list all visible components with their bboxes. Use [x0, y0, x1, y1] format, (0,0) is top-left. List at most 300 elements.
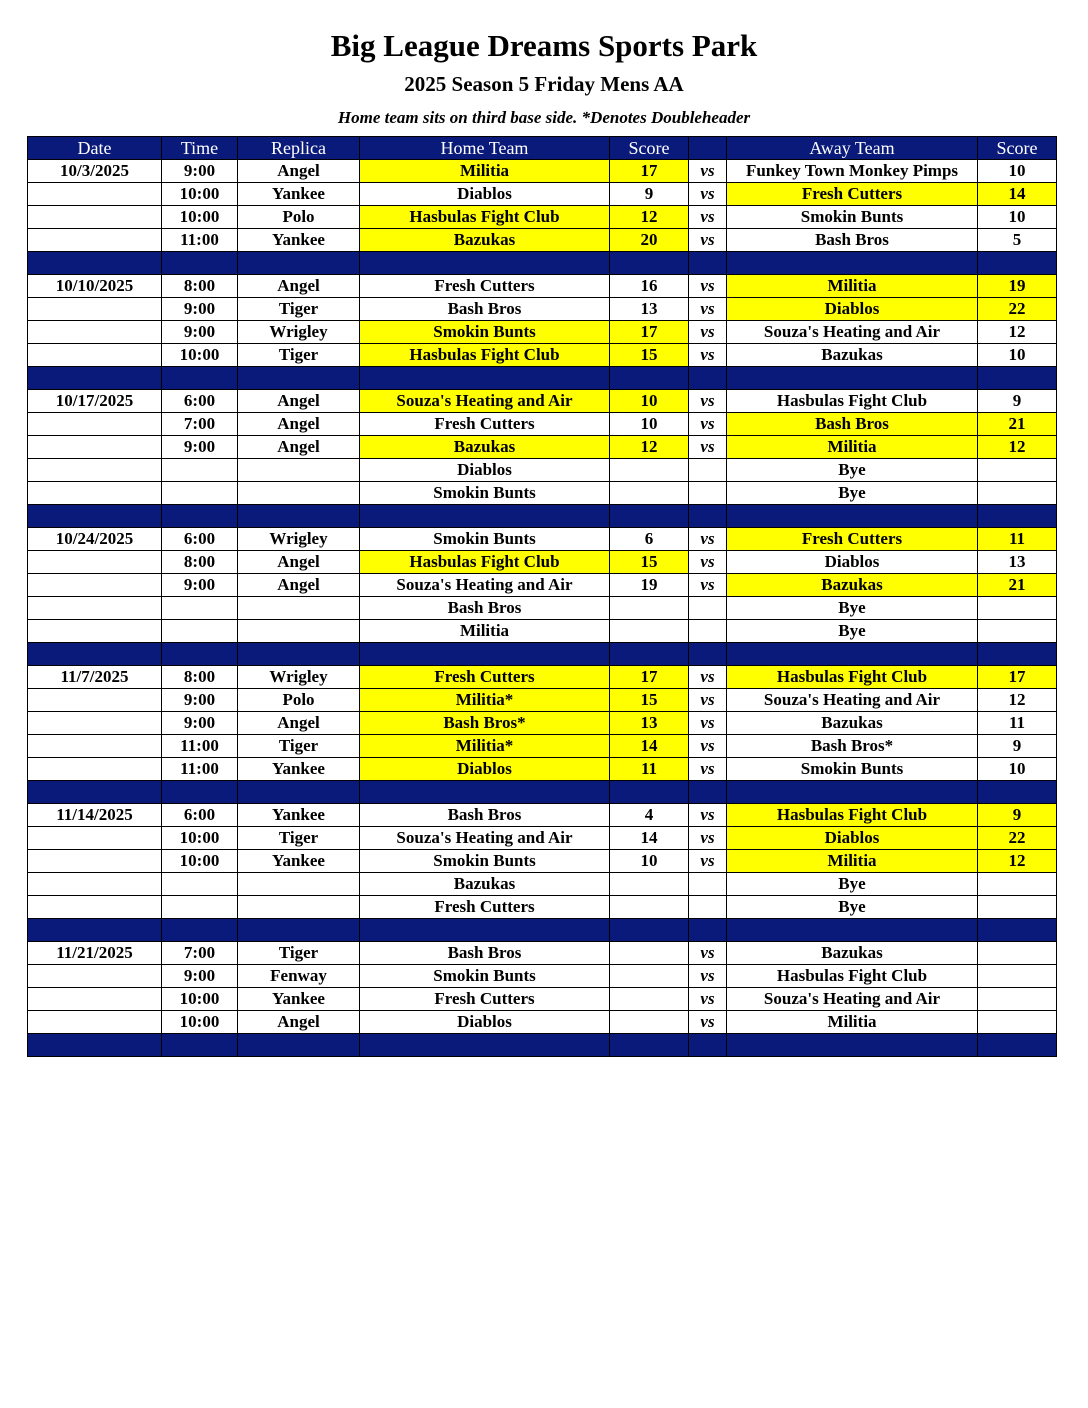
table-row — [28, 873, 1057, 896]
cell-away-score — [978, 988, 1057, 1011]
cell-away-team: Hasbulas Fight Club — [727, 666, 978, 689]
cell-time: 7:00 — [162, 413, 238, 436]
cell-home-team: Smokin Bunts — [360, 321, 610, 344]
cell-home-score: 11 — [610, 758, 689, 781]
cell-away-score — [978, 896, 1057, 919]
cell-date — [28, 597, 162, 620]
cell-replica: Wrigley — [238, 528, 360, 551]
page-title: Big League Dreams Sports Park — [330, 28, 758, 63]
week-separator-row — [28, 367, 1057, 390]
cell-home-team: Bazukas — [360, 873, 610, 896]
separator-cell — [238, 781, 360, 804]
table-row — [28, 965, 1057, 988]
cell-vs: vs — [689, 942, 727, 965]
cell-away-score — [978, 873, 1057, 896]
cell-home-team: Souza's Heating and Air — [360, 390, 610, 413]
table-row — [28, 850, 1057, 873]
cell-away-team: Hasbulas Fight Club — [727, 390, 978, 413]
cell-away-score: 10 — [978, 758, 1057, 781]
cell-time: 10:00 — [162, 344, 238, 367]
cell-replica — [238, 896, 360, 919]
cell-date — [28, 873, 162, 896]
cell-home-score — [610, 459, 689, 482]
cell-replica — [238, 873, 360, 896]
cell-replica: Angel — [238, 1011, 360, 1034]
cell-time: 6:00 — [162, 528, 238, 551]
table-row — [28, 321, 1057, 344]
cell-time — [162, 620, 238, 643]
cell-away-team: Bash Bros* — [727, 735, 978, 758]
separator-cell — [360, 505, 610, 528]
separator-cell — [689, 505, 727, 528]
cell-home-team: Militia — [360, 160, 610, 183]
cell-vs: vs — [689, 275, 727, 298]
cell-date — [28, 896, 162, 919]
separator-cell — [162, 1034, 238, 1057]
cell-away-score: 9 — [978, 735, 1057, 758]
cell-time: 10:00 — [162, 827, 238, 850]
cell-date — [28, 413, 162, 436]
cell-home-team: Smokin Bunts — [360, 850, 610, 873]
week-separator-row — [28, 919, 1057, 942]
cell-date: 11/21/2025 — [28, 942, 162, 965]
cell-date — [28, 344, 162, 367]
cell-date — [28, 206, 162, 229]
cell-home-team: Fresh Cutters — [360, 896, 610, 919]
separator-cell — [162, 919, 238, 942]
cell-home-score: 12 — [610, 436, 689, 459]
separator-cell — [610, 643, 689, 666]
cell-time: 9:00 — [162, 574, 238, 597]
cell-replica: Tiger — [238, 298, 360, 321]
separator-cell — [360, 643, 610, 666]
col-header-replica: Replica — [238, 137, 360, 160]
cell-date — [28, 321, 162, 344]
cell-home-team: Diablos — [360, 183, 610, 206]
cell-home-team: Smokin Bunts — [360, 528, 610, 551]
table-row — [28, 666, 1057, 689]
cell-home-score: 12 — [610, 206, 689, 229]
cell-vs: vs — [689, 160, 727, 183]
cell-time: 9:00 — [162, 321, 238, 344]
cell-vs: vs — [689, 850, 727, 873]
cell-time: 8:00 — [162, 551, 238, 574]
cell-home-team: Bazukas — [360, 229, 610, 252]
col-header-away-team: Away Team — [727, 137, 978, 160]
schedule-note: Home team sits on third base side. *Denotes Doubleheader — [337, 108, 751, 127]
cell-date — [28, 988, 162, 1011]
cell-time: 9:00 — [162, 298, 238, 321]
cell-away-team: Hasbulas Fight Club — [727, 965, 978, 988]
table-row — [28, 183, 1057, 206]
cell-home-score — [610, 482, 689, 505]
cell-replica: Angel — [238, 275, 360, 298]
cell-home-team: Bash Bros — [360, 597, 610, 620]
cell-vs: vs — [689, 413, 727, 436]
cell-home-team: Diablos — [360, 758, 610, 781]
table-row — [28, 275, 1057, 298]
cell-vs: vs — [689, 574, 727, 597]
cell-home-score: 10 — [610, 390, 689, 413]
page-subtitle: 2025 Season 5 Friday Mens AA — [404, 72, 684, 96]
cell-home-team: Hasbulas Fight Club — [360, 551, 610, 574]
cell-replica: Tiger — [238, 344, 360, 367]
separator-cell — [978, 252, 1057, 275]
cell-vs — [689, 620, 727, 643]
separator-cell — [238, 919, 360, 942]
cell-away-team: Diablos — [727, 827, 978, 850]
week-separator-row — [28, 781, 1057, 804]
separator-cell — [978, 367, 1057, 390]
cell-replica: Tiger — [238, 735, 360, 758]
cell-replica: Polo — [238, 206, 360, 229]
cell-home-team: Hasbulas Fight Club — [360, 344, 610, 367]
cell-home-score: 17 — [610, 321, 689, 344]
separator-cell — [727, 367, 978, 390]
cell-vs: vs — [689, 321, 727, 344]
separator-cell — [162, 367, 238, 390]
cell-vs — [689, 896, 727, 919]
separator-cell — [978, 643, 1057, 666]
table-row — [28, 413, 1057, 436]
cell-time: 10:00 — [162, 850, 238, 873]
cell-vs: vs — [689, 827, 727, 850]
cell-home-score: 19 — [610, 574, 689, 597]
separator-cell — [28, 252, 162, 275]
cell-away-score: 9 — [978, 390, 1057, 413]
cell-away-team: Diablos — [727, 551, 978, 574]
cell-replica — [238, 597, 360, 620]
separator-cell — [727, 505, 978, 528]
cell-vs: vs — [689, 436, 727, 459]
week-separator-row — [28, 252, 1057, 275]
cell-away-score: 13 — [978, 551, 1057, 574]
cell-away-score: 11 — [978, 528, 1057, 551]
cell-time: 7:00 — [162, 942, 238, 965]
separator-cell — [727, 1034, 978, 1057]
separator-cell — [360, 919, 610, 942]
cell-replica — [238, 482, 360, 505]
separator-cell — [162, 252, 238, 275]
cell-time — [162, 896, 238, 919]
cell-time: 9:00 — [162, 160, 238, 183]
cell-time — [162, 459, 238, 482]
table-row — [28, 528, 1057, 551]
cell-date — [28, 827, 162, 850]
cell-date — [28, 712, 162, 735]
cell-date — [28, 965, 162, 988]
cell-replica: Wrigley — [238, 321, 360, 344]
cell-home-score: 13 — [610, 298, 689, 321]
table-row — [28, 942, 1057, 965]
separator-cell — [610, 252, 689, 275]
separator-cell — [689, 643, 727, 666]
cell-home-score — [610, 965, 689, 988]
cell-home-team: Militia* — [360, 735, 610, 758]
cell-away-team: Bazukas — [727, 344, 978, 367]
cell-away-team: Hasbulas Fight Club — [727, 804, 978, 827]
cell-away-score: 10 — [978, 206, 1057, 229]
col-header-home-team: Home Team — [360, 137, 610, 160]
cell-home-score: 17 — [610, 666, 689, 689]
table-row — [28, 206, 1057, 229]
cell-replica: Angel — [238, 390, 360, 413]
cell-away-team: Souza's Heating and Air — [727, 988, 978, 1011]
separator-cell — [727, 781, 978, 804]
cell-date — [28, 183, 162, 206]
cell-away-team: Bye — [727, 597, 978, 620]
cell-time: 11:00 — [162, 229, 238, 252]
cell-replica: Angel — [238, 413, 360, 436]
cell-home-team: Militia* — [360, 689, 610, 712]
cell-vs — [689, 873, 727, 896]
cell-replica: Angel — [238, 551, 360, 574]
separator-cell — [689, 252, 727, 275]
cell-vs: vs — [689, 344, 727, 367]
cell-away-team: Fresh Cutters — [727, 528, 978, 551]
separator-cell — [610, 781, 689, 804]
cell-away-score: 5 — [978, 229, 1057, 252]
separator-cell — [28, 505, 162, 528]
cell-date — [28, 459, 162, 482]
cell-home-score — [610, 873, 689, 896]
cell-away-team: Bash Bros — [727, 413, 978, 436]
cell-home-score: 14 — [610, 735, 689, 758]
cell-home-score — [610, 597, 689, 620]
cell-away-score: 12 — [978, 436, 1057, 459]
separator-cell — [238, 252, 360, 275]
cell-time: 10:00 — [162, 183, 238, 206]
cell-replica: Yankee — [238, 229, 360, 252]
cell-home-team: Bash Bros — [360, 804, 610, 827]
cell-date: 10/17/2025 — [28, 390, 162, 413]
cell-home-score — [610, 620, 689, 643]
cell-vs: vs — [689, 390, 727, 413]
cell-replica: Angel — [238, 712, 360, 735]
separator-cell — [978, 919, 1057, 942]
cell-home-score: 15 — [610, 551, 689, 574]
cell-vs: vs — [689, 988, 727, 1011]
table-row — [28, 390, 1057, 413]
separator-cell — [238, 643, 360, 666]
table-row — [28, 436, 1057, 459]
separator-cell — [28, 781, 162, 804]
cell-time: 6:00 — [162, 804, 238, 827]
separator-cell — [978, 1034, 1057, 1057]
cell-date — [28, 758, 162, 781]
cell-away-team: Bazukas — [727, 942, 978, 965]
cell-replica: Angel — [238, 436, 360, 459]
cell-date — [28, 229, 162, 252]
cell-date: 11/14/2025 — [28, 804, 162, 827]
cell-away-score: 22 — [978, 827, 1057, 850]
cell-vs: vs — [689, 298, 727, 321]
cell-away-score — [978, 459, 1057, 482]
schedule-body — [28, 160, 1057, 1057]
cell-time: 8:00 — [162, 275, 238, 298]
cell-time: 6:00 — [162, 390, 238, 413]
cell-away-team: Bye — [727, 459, 978, 482]
separator-cell — [689, 919, 727, 942]
separator-cell — [360, 1034, 610, 1057]
separator-cell — [360, 367, 610, 390]
cell-away-score: 10 — [978, 344, 1057, 367]
cell-home-team: Diablos — [360, 459, 610, 482]
separator-cell — [360, 252, 610, 275]
separator-cell — [28, 367, 162, 390]
cell-home-score: 15 — [610, 344, 689, 367]
cell-vs — [689, 459, 727, 482]
cell-date: 11/7/2025 — [28, 666, 162, 689]
separator-cell — [610, 919, 689, 942]
cell-home-score: 4 — [610, 804, 689, 827]
separator-cell — [28, 643, 162, 666]
cell-time — [162, 482, 238, 505]
table-row — [28, 597, 1057, 620]
cell-away-score — [978, 482, 1057, 505]
cell-away-team: Funkey Town Monkey Pimps — [727, 160, 978, 183]
table-row — [28, 988, 1057, 1011]
cell-away-score — [978, 1011, 1057, 1034]
table-row — [28, 298, 1057, 321]
cell-away-score: 14 — [978, 183, 1057, 206]
table-row — [28, 758, 1057, 781]
cell-time: 9:00 — [162, 965, 238, 988]
cell-vs: vs — [689, 229, 727, 252]
cell-away-team: Smokin Bunts — [727, 758, 978, 781]
table-row — [28, 229, 1057, 252]
cell-date: 10/10/2025 — [28, 275, 162, 298]
cell-time: 11:00 — [162, 758, 238, 781]
cell-replica: Yankee — [238, 183, 360, 206]
separator-cell — [727, 252, 978, 275]
cell-away-team: Souza's Heating and Air — [727, 689, 978, 712]
cell-home-team: Bash Bros* — [360, 712, 610, 735]
table-row — [28, 735, 1057, 758]
cell-date — [28, 298, 162, 321]
separator-cell — [238, 1034, 360, 1057]
cell-away-score — [978, 620, 1057, 643]
cell-away-score — [978, 965, 1057, 988]
separator-cell — [28, 919, 162, 942]
cell-away-score — [978, 597, 1057, 620]
cell-date — [28, 735, 162, 758]
separator-cell — [727, 643, 978, 666]
cell-date — [28, 850, 162, 873]
cell-away-score: 21 — [978, 413, 1057, 436]
separator-cell — [162, 781, 238, 804]
cell-home-score: 17 — [610, 160, 689, 183]
cell-replica: Wrigley — [238, 666, 360, 689]
table-row — [28, 459, 1057, 482]
col-header-vs — [689, 137, 727, 160]
table-row — [28, 689, 1057, 712]
cell-home-team: Bash Bros — [360, 942, 610, 965]
cell-home-score: 15 — [610, 689, 689, 712]
table-row — [28, 896, 1057, 919]
cell-replica: Angel — [238, 160, 360, 183]
cell-away-score: 10 — [978, 160, 1057, 183]
cell-home-team: Smokin Bunts — [360, 482, 610, 505]
cell-replica: Angel — [238, 574, 360, 597]
cell-replica: Polo — [238, 689, 360, 712]
cell-away-team: Militia — [727, 436, 978, 459]
cell-home-score — [610, 988, 689, 1011]
cell-home-score: 10 — [610, 850, 689, 873]
cell-replica: Yankee — [238, 850, 360, 873]
table-row — [28, 160, 1057, 183]
cell-replica: Tiger — [238, 942, 360, 965]
separator-cell — [727, 919, 978, 942]
cell-time: 9:00 — [162, 712, 238, 735]
cell-vs: vs — [689, 804, 727, 827]
cell-date — [28, 436, 162, 459]
cell-replica — [238, 620, 360, 643]
cell-vs: vs — [689, 965, 727, 988]
cell-away-team: Bye — [727, 873, 978, 896]
cell-home-score: 16 — [610, 275, 689, 298]
cell-time — [162, 873, 238, 896]
cell-home-team: Smokin Bunts — [360, 965, 610, 988]
cell-away-team: Smokin Bunts — [727, 206, 978, 229]
col-header-home-score: Score — [610, 137, 689, 160]
cell-home-team: Fresh Cutters — [360, 413, 610, 436]
cell-home-score — [610, 896, 689, 919]
table-header-row — [28, 137, 1057, 160]
cell-away-team: Militia — [727, 850, 978, 873]
cell-home-team: Militia — [360, 620, 610, 643]
cell-away-team: Diablos — [727, 298, 978, 321]
cell-away-team: Bazukas — [727, 712, 978, 735]
cell-away-score: 12 — [978, 689, 1057, 712]
table-row — [28, 804, 1057, 827]
col-header-away-score: Score — [978, 137, 1057, 160]
cell-vs — [689, 597, 727, 620]
cell-replica: Yankee — [238, 758, 360, 781]
cell-vs: vs — [689, 689, 727, 712]
cell-date: 10/24/2025 — [28, 528, 162, 551]
cell-replica: Tiger — [238, 827, 360, 850]
cell-away-score: 12 — [978, 850, 1057, 873]
cell-date — [28, 620, 162, 643]
cell-date — [28, 482, 162, 505]
separator-cell — [162, 505, 238, 528]
cell-away-score: 12 — [978, 321, 1057, 344]
col-header-date: Date — [28, 137, 162, 160]
cell-replica — [238, 459, 360, 482]
cell-away-score: 22 — [978, 298, 1057, 321]
col-header-time: Time — [162, 137, 238, 160]
cell-away-team: Bye — [727, 896, 978, 919]
cell-vs: vs — [689, 735, 727, 758]
cell-date — [28, 551, 162, 574]
cell-away-team: Militia — [727, 275, 978, 298]
separator-cell — [238, 505, 360, 528]
cell-away-score: 9 — [978, 804, 1057, 827]
separator-cell — [610, 1034, 689, 1057]
week-separator-row — [28, 1034, 1057, 1057]
cell-time: 8:00 — [162, 666, 238, 689]
cell-away-score: 11 — [978, 712, 1057, 735]
cell-away-team: Souza's Heating and Air — [727, 321, 978, 344]
table-row — [28, 712, 1057, 735]
cell-vs: vs — [689, 758, 727, 781]
separator-cell — [610, 367, 689, 390]
cell-replica: Yankee — [238, 988, 360, 1011]
cell-home-score: 13 — [610, 712, 689, 735]
cell-home-team: Souza's Heating and Air — [360, 574, 610, 597]
separator-cell — [162, 643, 238, 666]
